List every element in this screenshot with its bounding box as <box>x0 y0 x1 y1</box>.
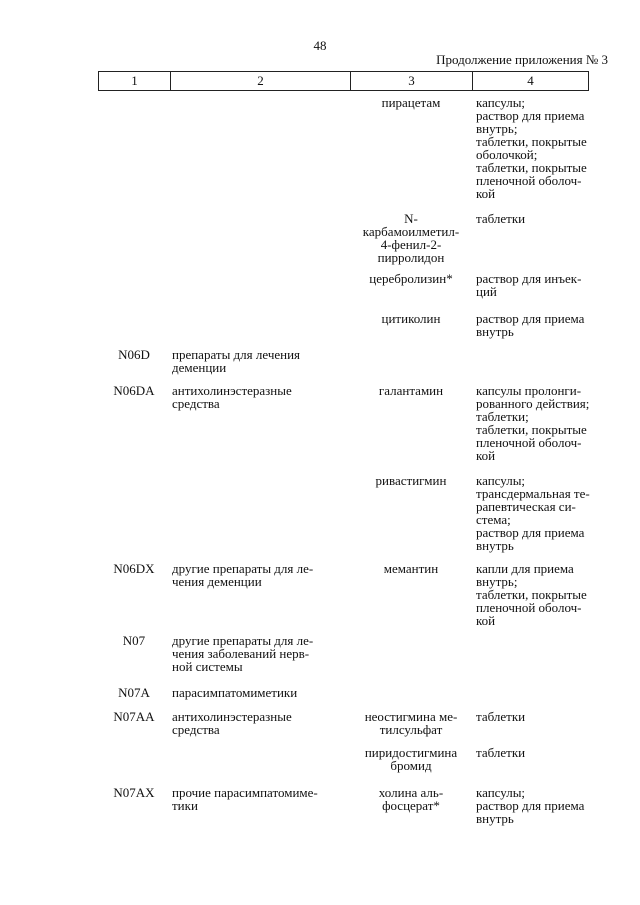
column-header-1: 1 <box>99 72 171 91</box>
table-row <box>98 272 588 298</box>
dosage-form-cell <box>472 686 588 699</box>
atc-code-line: N07A <box>118 685 150 700</box>
group-name-line: препараты для лечения <box>172 347 301 362</box>
dosage-form-line: таблетки <box>476 211 526 226</box>
group-name-cell <box>170 212 350 264</box>
drug-name-line: галантамин <box>378 383 444 398</box>
drug-name-cell <box>350 634 472 673</box>
dosage-form-line: таблетки, покрытые <box>476 160 587 175</box>
atc-code-line: N07 <box>122 633 146 648</box>
drug-name-cell <box>350 312 472 338</box>
drug-name-cell <box>350 746 472 772</box>
dosage-form-line: раствор для приема <box>476 798 585 813</box>
drug-name-cell <box>350 562 472 627</box>
dosage-form-line: раствор для инъек- <box>476 271 582 286</box>
dosage-form-line: ций <box>476 284 497 299</box>
drug-name-line: пирролидон <box>377 250 445 265</box>
drug-name-cell <box>350 710 472 736</box>
dosage-form-line: рованного действия; <box>476 396 590 411</box>
drug-name-cell <box>350 272 472 298</box>
atc-code-cell <box>98 710 170 736</box>
dosage-form-line: кой <box>476 186 496 201</box>
dosage-form-cell <box>472 384 588 462</box>
dosage-form-line: раствор для приема <box>476 525 585 540</box>
drug-name-line: пиридостигмина <box>364 745 458 760</box>
dosage-form-line: рапевтическая си- <box>476 499 576 514</box>
dosage-form-line: пленочной оболоч- <box>476 600 582 615</box>
drug-name-cell <box>350 96 472 200</box>
group-name-cell <box>170 746 350 772</box>
dosage-form-line: внутрь; <box>476 121 518 136</box>
atc-code-cell <box>98 746 170 772</box>
table-row <box>98 348 588 374</box>
dosage-form-line: стема; <box>476 512 511 527</box>
group-name-line: другие препараты для ле- <box>172 633 314 648</box>
table-row <box>98 474 588 552</box>
dosage-form-line: таблетки, покрытые <box>476 134 587 149</box>
atc-code-line: N06D <box>118 347 150 362</box>
table-row <box>98 710 588 736</box>
column-header-2: 2 <box>171 72 351 91</box>
group-name-cell <box>170 786 350 825</box>
atc-code-line: N07AA <box>113 709 155 724</box>
dosage-form-line: внутрь <box>476 324 514 339</box>
dosage-form-cell <box>472 96 588 200</box>
atc-code-cell <box>98 384 170 462</box>
dosage-form-cell <box>472 634 588 673</box>
dosage-form-line: раствор для приема <box>476 311 585 326</box>
atc-code-cell <box>98 474 170 552</box>
group-name-line: антихолинэстеразные <box>172 383 292 398</box>
table-row <box>98 786 588 825</box>
dosage-form-line: оболочкой; <box>476 147 538 162</box>
drug-name-cell <box>350 786 472 825</box>
drug-name-cell <box>350 212 472 264</box>
group-name-cell <box>170 474 350 552</box>
dosage-form-cell <box>472 746 588 772</box>
dosage-form-line: таблетки, покрытые <box>476 587 587 602</box>
dosage-form-line: таблетки, покрытые <box>476 422 587 437</box>
group-name-line: ной системы <box>172 659 243 674</box>
group-name-cell <box>170 634 350 673</box>
atc-code-cell <box>98 562 170 627</box>
atc-code-cell <box>98 96 170 200</box>
group-name-cell <box>170 348 350 374</box>
group-name-line: другие препараты для ле- <box>172 561 314 576</box>
group-name-cell <box>170 710 350 736</box>
group-name-line: прочие парасимпатомиме- <box>172 785 318 800</box>
dosage-form-line: кой <box>476 613 496 628</box>
group-name-cell <box>170 686 350 699</box>
group-name-line: средства <box>172 722 220 737</box>
dosage-form-line: капсулы; <box>476 95 526 110</box>
group-name-line: парасимпатомиметики <box>172 685 298 700</box>
atc-code-cell <box>98 272 170 298</box>
drug-name-cell <box>350 384 472 462</box>
drug-name-line: карбамоилметил- <box>362 224 460 239</box>
column-header-3: 3 <box>351 72 473 91</box>
dosage-form-cell <box>472 710 588 736</box>
dosage-form-cell <box>472 474 588 552</box>
atc-code-line: N07AX <box>113 785 155 800</box>
atc-code-cell <box>98 312 170 338</box>
dosage-form-line: капсулы; <box>476 785 526 800</box>
dosage-form-line: внутрь <box>476 538 514 553</box>
table-row <box>98 562 588 627</box>
group-name-cell <box>170 272 350 298</box>
drug-name-cell <box>350 686 472 699</box>
atc-code-cell <box>98 686 170 699</box>
atc-code-cell <box>98 348 170 374</box>
group-name-line: чения деменции <box>172 574 262 589</box>
drug-name-line: N- <box>404 211 418 226</box>
group-name-line: средства <box>172 396 220 411</box>
dosage-form-line: таблетки <box>476 709 526 724</box>
dosage-form-line: пленочной оболоч- <box>476 435 582 450</box>
table-row <box>98 212 588 264</box>
table-row <box>98 312 588 338</box>
atc-code-cell <box>98 212 170 264</box>
drug-name-line: тилсульфат <box>379 722 443 737</box>
column-header-4: 4 <box>473 72 589 91</box>
dosage-form-line: кой <box>476 448 496 463</box>
drug-name-line: 4-фенил-2- <box>380 237 442 252</box>
dosage-form-line: внутрь; <box>476 574 518 589</box>
group-name-cell <box>170 312 350 338</box>
dosage-form-line: таблетки; <box>476 409 529 424</box>
drug-name-line: бромид <box>390 758 432 773</box>
atc-code-line: N06DX <box>113 561 155 576</box>
group-name-line: чения заболеваний нерв- <box>172 646 310 661</box>
dosage-form-line: пленочной оболоч- <box>476 173 582 188</box>
group-name-line: антихолинэстеразные <box>172 709 292 724</box>
dosage-form-cell <box>472 562 588 627</box>
drug-name-line: неостигмина ме- <box>364 709 458 724</box>
group-name-cell <box>170 96 350 200</box>
atc-code-line: N06DA <box>113 383 155 398</box>
group-name-line: тики <box>172 798 198 813</box>
atc-code-cell <box>98 786 170 825</box>
drug-name-line: мемантин <box>383 561 439 576</box>
drug-name-line: ривастигмин <box>375 473 447 488</box>
drug-name-line: пирацетам <box>381 95 441 110</box>
dosage-form-line: таблетки <box>476 745 526 760</box>
dosage-form-line: трансдермальная те- <box>476 486 590 501</box>
table-row <box>98 746 588 772</box>
drug-name-line: церебролизин* <box>369 271 453 286</box>
dosage-form-line: раствор для приема <box>476 108 585 123</box>
group-name-cell <box>170 384 350 462</box>
dosage-form-line: капсулы пролонги- <box>476 383 582 398</box>
table-row <box>98 384 588 462</box>
table-row <box>98 634 588 673</box>
drug-name-line: холина аль- <box>378 785 444 800</box>
dosage-form-line: внутрь <box>476 811 514 826</box>
dosage-form-cell <box>472 212 588 264</box>
table-row <box>98 96 588 200</box>
atc-code-cell <box>98 634 170 673</box>
dosage-form-line: капли для приема <box>476 561 574 576</box>
table-row <box>98 686 588 699</box>
dosage-form-cell <box>472 786 588 825</box>
dosage-form-cell <box>472 272 588 298</box>
column-header-table <box>98 71 589 91</box>
group-name-line: деменции <box>172 360 227 375</box>
drug-name-cell <box>350 474 472 552</box>
continuation-note: Продолжение приложения № 3 <box>436 52 608 67</box>
dosage-form-cell <box>472 312 588 338</box>
dosage-form-cell <box>472 348 588 374</box>
dosage-form-line: капсулы; <box>476 473 526 488</box>
drug-name-line: фосцерат* <box>382 798 440 813</box>
group-name-cell <box>170 562 350 627</box>
drug-name-line: цитиколин <box>381 311 441 326</box>
drug-name-cell <box>350 348 472 374</box>
page-number: 48 <box>313 38 327 53</box>
